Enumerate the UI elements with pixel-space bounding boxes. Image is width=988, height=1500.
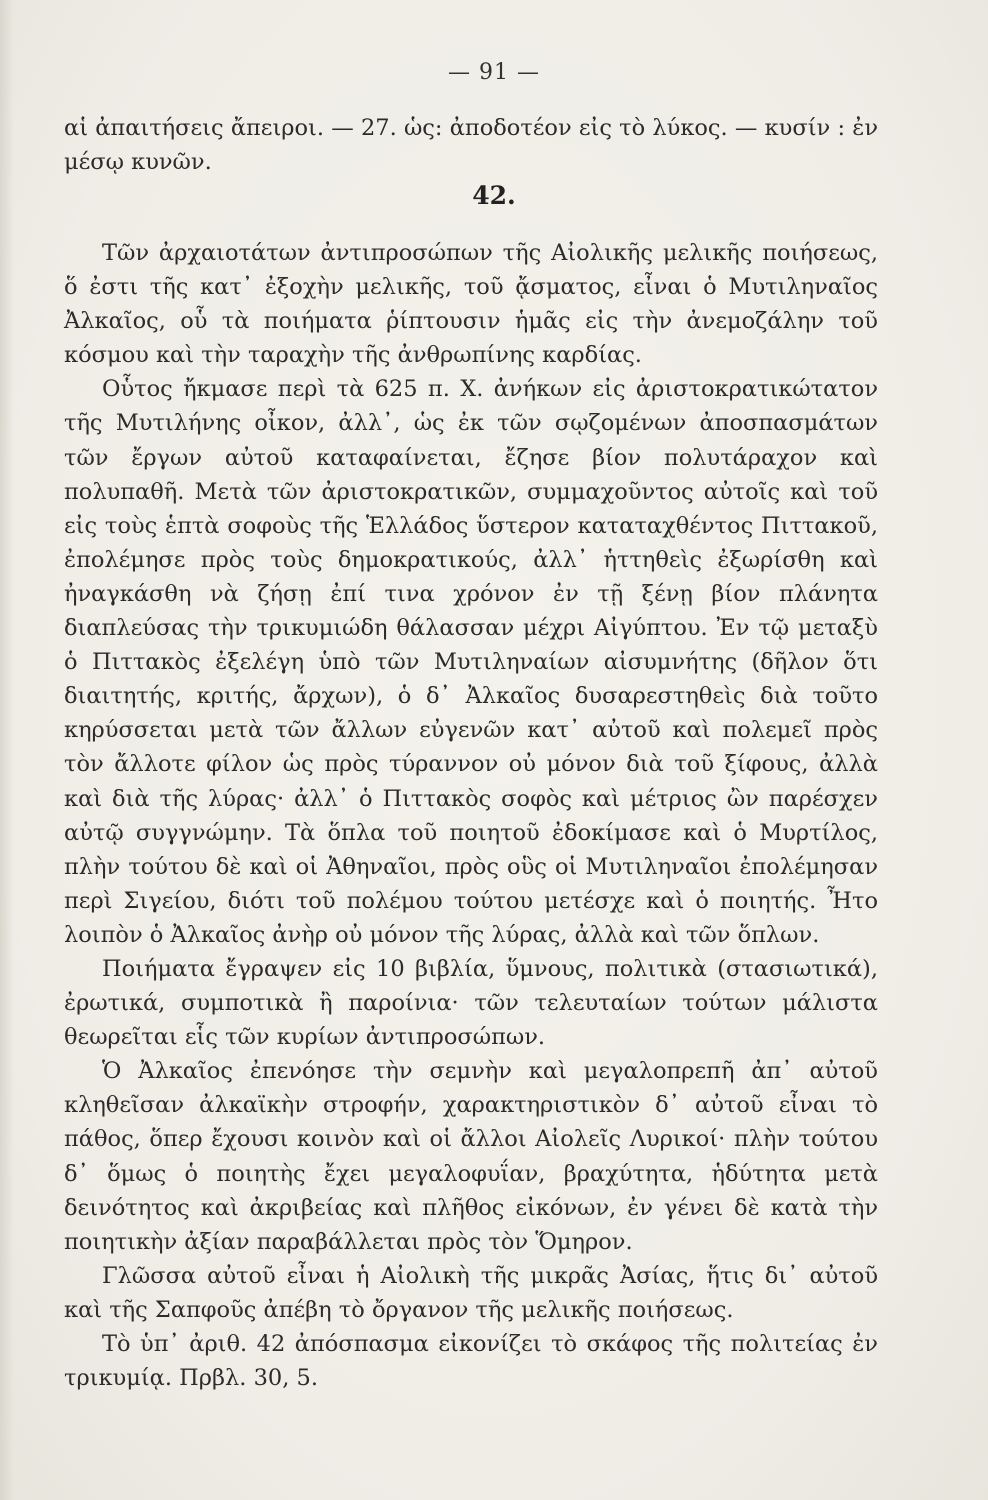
paragraph-works: Ποιήματα ἔγραψεν εἰς 10 βιβλία, ὕμνους, πολιτικὰ (στασιωτικά), ἐρωτικά, συμποτικὰ ἢ παροίνια· τῶν τελευταίων τούτων μάλιστα θεωρεῖται εἷς τῶν κυρίων ἀντιπροσώπων. bbox=[64, 955, 878, 1051]
continued-notes: αἱ ἀπαιτήσεις ἄπειροι. — 27. ὡς: ἀποδοτέον εἰς τὸ λύκος. — κυσίν : ἐν μέσῳ κυνῶν. bbox=[64, 115, 878, 175]
page-edge-shadow bbox=[0, 0, 14, 1500]
paragraph-biography: Οὗτος ἤκμασε περὶ τὰ 625 π. Χ. ἀνήκων εἰς ἀριστοκρατικώτατον τῆς Μυτιλήνης οἶκον, ἀλλ᾽, ὡς ἐκ τῶν σῳζομένων ἀποσπασμάτων τῶν ἔργων αὐτοῦ καταφαίνεται, ἔζησε βίον πολυτάραχον καὶ πολυπαθῆ. Μετὰ τῶν ἀριστοκρατικῶν, συμμαχοῦντος αὐτοῖς καὶ τοῦ εἰς τοὺς ἑπτὰ σοφοὺς τῆς Ἑλλάδος ὕστερον καταταχθέντος Πιττακοῦ, ἐπολέμησε πρὸς τοὺς δημοκρατικούς, ἀλλ᾽ ἡττηθεὶς ἐξωρίσθη καὶ ἠναγκάσθη νὰ ζήσῃ ἐπί τινα χρόνον ἐν τῇ ξένῃ βίον πλάνητα διαπλεύσας τὴν τρικυμιώδη θάλασσαν μέχρι Αἰγύπτου. Ἐν τῷ μεταξὺ ὁ Πιττακὸς ἐξελέγη ὑπὸ τῶν Μυτιληναίων αἰσυμνήτης (δῆλον ὅτι διαιτητής, κριτής, ἄρχων), ὁ δ᾽ Ἀλκαῖος δυσαρεστηθεὶς διὰ τοῦτο κηρύσσεται μετὰ τῶν ἄλλων εὐγενῶν κατ᾽ αὐτοῦ καὶ πολεμεῖ πρὸς τὸν ἄλλοτε φίλον ὡς πρὸς τύραννον οὐ μόνον διὰ τοῦ ξίφους, ἀλλὰ καὶ διὰ τῆς λύρας· ἀλλ᾽ ὁ Πιττακὸς σοφὸς καὶ μέτριος ὢν παρέσχεν αὐτῷ συγγνώμην. Τὰ ὅπλα τοῦ ποιητοῦ ἐδοκίμασε καὶ ὁ Μυρτίλος, πλὴν τούτου δὲ καὶ οἱ Ἀθηναῖοι, πρὸς οὓς οἱ Μυτιληναῖοι ἐπολέμησαν περὶ Σιγείου, διότι τοῦ πολέμου τούτου μετέσχε καὶ ὁ ποιητής. Ἦτο λοιπὸν ὁ Ἀλκαῖος ἀνὴρ οὐ μόνον τῆς λύρας, ἀλλὰ καὶ τῶν ὅπλων. bbox=[64, 376, 878, 948]
paragraph-intro: Τῶν ἀρχαιοτάτων ἀντιπροσώπων τῆς Αἰολικῆς μελικῆς ποιήσεως, ὅ ἐστι τῆς κατ᾽ ἐξοχὴν μελικῆς, τοῦ ᾄσματος, εἶναι ὁ Μυτιληναῖος Ἀλκαῖος, οὗ τὰ ποιήματα ῥίπτουσιν ἡμᾶς εἰς τὴν ἀνεμοζάλην τοῦ κόσμου καὶ τὴν ταραχὴν τῆς ἀνθρωπίνης καρδίας. bbox=[64, 240, 878, 369]
paragraph-fragment-note: Τὸ ὑπ᾽ ἀριθ. 42 ἀπόσπασμα εἰκονίζει τὸ σκάφος τῆς πολιτείας ἐν τρικυμίᾳ. Πρβλ. 30, 5. bbox=[64, 1331, 878, 1392]
section-number: 42. bbox=[472, 181, 516, 210]
page-number: — 91 — bbox=[448, 60, 540, 85]
main-text bbox=[64, 236, 878, 1395]
paragraph-language: Γλῶσσα αὐτοῦ εἶναι ἡ Αἰολικὴ τῆς μικρᾶς Ἀσίας, ἥτις δι᾽ αὐτοῦ καὶ τῆς Σαπφοῦς ἀπέβη τὸ ὄργανον τῆς μελικῆς ποιήσεως. bbox=[64, 1262, 878, 1323]
paragraph-style: Ὁ Ἀλκαῖος ἐπενόησε τὴν σεμνὴν καὶ μεγαλοπρεπῆ ἀπ᾽ αὐτοῦ κληθεῖσαν ἀλκαϊκὴν στροφήν, χαρακτηριστικὸν δ᾽ αὐτοῦ εἶναι τὸ πάθος, ὅπερ ἔχουσι κοινὸν καὶ οἱ ἄλλοι Αἰολεῖς Λυρικοί· πλὴν τούτου δ᾽ ὅμως ὁ ποιητὴς ἔχει μεγαλοφυΐαν, βραχύτητα, ἡδύτητα μετὰ δεινότητος καὶ ἀκριβείας καὶ πλῆθος εἰκόνων, ἐν γένει δὲ κατὰ τὴν ποιητικὴν ἀξίαν παραβάλλεται πρὸς τὸν Ὅμηρον. bbox=[64, 1058, 878, 1255]
